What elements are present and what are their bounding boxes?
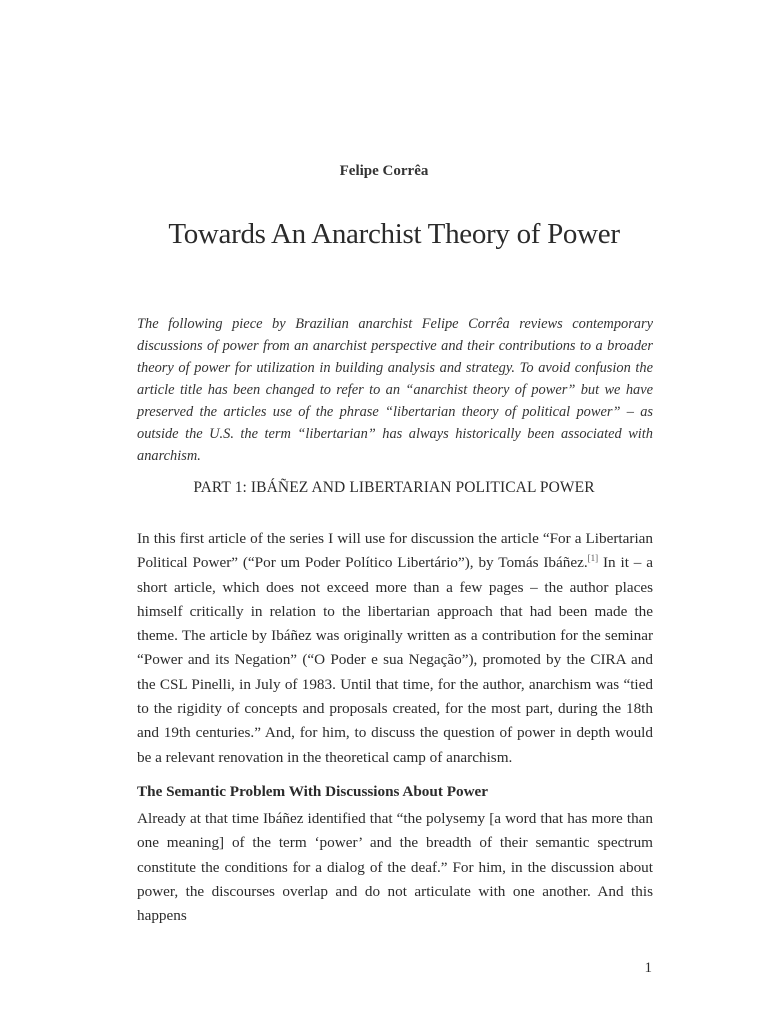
body-paragraph-2: Already at that time Ibáñez identified that “the polysemy [a word that has more than one meaning] of the term ‘power’ and the breadth of their semantic spectrum constitute the conditions for a dialog of the deaf.” For him, in the discussion about power, the discourses overlap and do not articulate with one another. And this happens [137,810,653,925]
footnote-reference[interactable]: [1] [587,553,599,564]
paragraph-1-text-end: In it – a short article, which does not exceed more than a few pages – the author places himself critically in relation to the libertarian approach that had been made the theme. The article by Ibáñez was originally written as a contribution for the seminar “Power and its Negation” (“O Poder e sua Negação”), promoted by the CIRA and the CSL Pinelli, in July of 1983. Until that time, for the author, anarchism was “tied to the rigidity of concepts and proposals created, for the most part, during the 18th and 19th centuries.” And, for him, to discuss the question of power in depth would be a relevant renovation in the theoretical camp of anarchism. [137,554,653,766]
section-heading: The Semantic Problem With Discussions About Power [137,783,489,800]
page-number: 1 [644,960,652,976]
article-title: Towards An Anarchist Theory of Power [168,218,620,250]
paragraph-1-text-start: In this first article of the series I will use for discussion the article “For a Libertarian Political Power” (“Por um Poder Político Libertário”), by Tomás Ibáñez. [137,530,653,572]
author-name: Felipe Corrêa [339,163,429,179]
body-paragraph-1 [137,527,653,770]
intro-paragraph: The following piece by Brazilian anarchist Felipe Corrêa reviews contemporary discussions of power from an anarchist perspective and their contributions to a broader theory of power for utilization in building analysis and strategy. To avoid confusion the article title has been changed to refer to an “anarchist theory of power” but we have preserved the articles use of the phrase “libertarian theory of political power” – as outside the U.S. the term “libertarian” has always historically been associated with anarchism. [137,316,653,464]
part-heading: PART 1: IBÁÑEZ AND LIBERTARIAN POLITICAL POWER [193,479,595,496]
